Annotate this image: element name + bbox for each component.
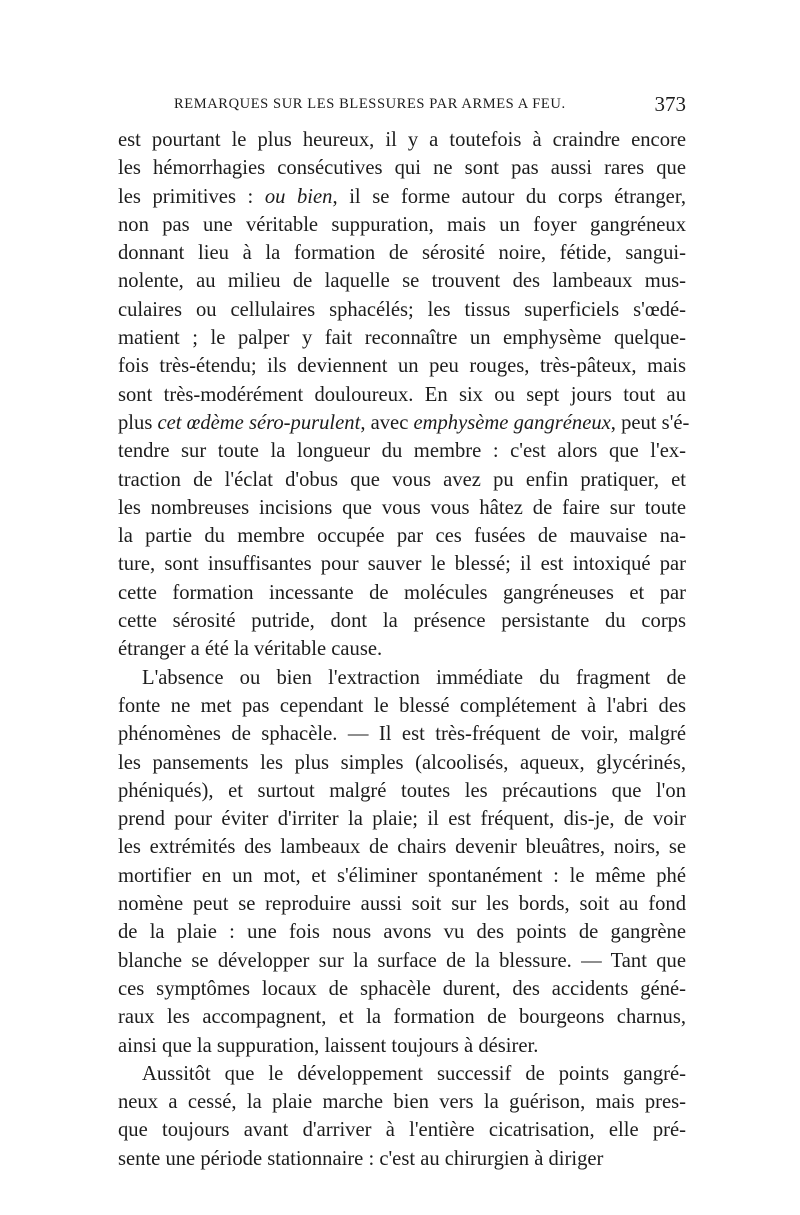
text-line: les hémorrhagies consécutives qui ne sont pas aussi rares que [118,157,686,180]
text-line: la partie du membre occupée par ces fusées de mauvaise na- [118,525,686,548]
text-line: les pansements les plus simples (alcoolisés, aqueux, glycérinés, [118,751,686,774]
text-line: ces symptômes locaux de sphacèle durent, des accidents géné- [118,977,686,1000]
text-line: fonte ne met pas cependant le blessé complétement à l'abri des [118,694,686,717]
text-line: matient ; le palper y fait reconnaître un emphysème quelque- [118,327,686,350]
text-line: les nombreuses incisions que vous vous hâtez de faire sur toute [118,496,686,519]
italic-phrase: emphysème gangréneux [413,411,611,434]
text-line: les extrémités des lambeaux de chairs devenir bleuâtres, noirs, se [118,836,686,859]
text-line: sente une période stationnaire : c'est au chirurgien à diriger [118,1147,604,1170]
text-line: est pourtant le plus heureux, il y a toutefois à craindre encore [118,129,686,151]
text-line: cette formation incessante de molécules gangréneuses et par [118,581,686,604]
running-head [118,92,686,118]
text-line: neux a cessé, la plaie marche bien vers la guérison, mais pres- [118,1091,686,1114]
text-line: nolente, au milieu de laquelle se trouvent des lambeaux mus- [118,270,686,293]
text-line: étranger a été la véritable cause. [118,638,383,661]
text-line: non pas une véritable suppuration, mais un foyer gangréneux [118,213,686,236]
text-line: plus cet œdème séro-purulent, avec emphysème gangréneux, peut s'é- [118,411,690,434]
text-line: tendre sur toute la longueur du membre : c'est alors que l'ex- [118,440,686,463]
text-line: phénomènes de sphacèle. — Il est très-fréquent de voir, malgré [118,723,686,746]
paragraph [118,126,690,664]
text-line: raux les accompagnent, et la formation de bourgeons charnus, [118,1006,686,1029]
text-line: de la plaie : une fois nous avons vu des points de gangrène [118,921,686,944]
text-line: culaires ou cellulaires sphacélés; les tissus superficiels s'œdé- [118,298,686,321]
text-line: nomène peut se reproduire aussi soit sur les bords, soit au fond [118,893,686,916]
text-line: mortifier en un mot, et s'éliminer spontanément : le même phé [118,864,686,887]
text-line: ainsi que la suppuration, laissent toujours à désirer. [118,1034,539,1057]
italic-phrase: ou bien [264,185,333,208]
running-title: REMARQUES SUR LES BLESSURES PAR ARMES A FEU. [174,96,566,112]
text-line: que toujours avant d'arriver à l'entière cicatrisation, elle pré- [118,1119,686,1142]
text-line: Aussitôt que le développement successif de points gangré- [142,1062,686,1085]
page-number: 373 [654,92,686,116]
text-line: donnant lieu à la formation de sérosité noire, fétide, sangui- [118,242,686,265]
paragraph [118,664,686,1060]
text-line: blanche se développer sur la surface de la blessure. — Tant que [118,949,686,972]
text-line: phéniqués), et surtout malgré toutes les précautions que l'on [118,779,686,802]
text-line: cette sérosité putride, dont la présence persistante du corps [118,610,686,633]
text-line: L'absence ou bien l'extraction immédiate du fragment de [142,666,686,689]
italic-phrase: cet œdème séro-purulent [157,411,361,434]
text-line: fois très-étendu; ils deviennent un peu rouges, très-pâteux, mais [118,355,686,378]
text-line: sont très-modérément douloureux. En six ou sept jours tout au [118,383,686,406]
text-line: les primitives : ou bien, il se forme autour du corps étranger, [118,185,686,208]
paragraph [118,1060,686,1173]
text-line: prend pour éviter d'irriter la plaie; il est fréquent, dis-je, de voir [118,808,686,831]
text-line: ture, sont insuffisantes pour sauver le blessé; il est intoxiqué par [118,553,686,576]
text-line: traction de l'éclat d'obus que vous avez pu enfin pratiquer, et [118,468,686,491]
body-text [118,126,690,1173]
